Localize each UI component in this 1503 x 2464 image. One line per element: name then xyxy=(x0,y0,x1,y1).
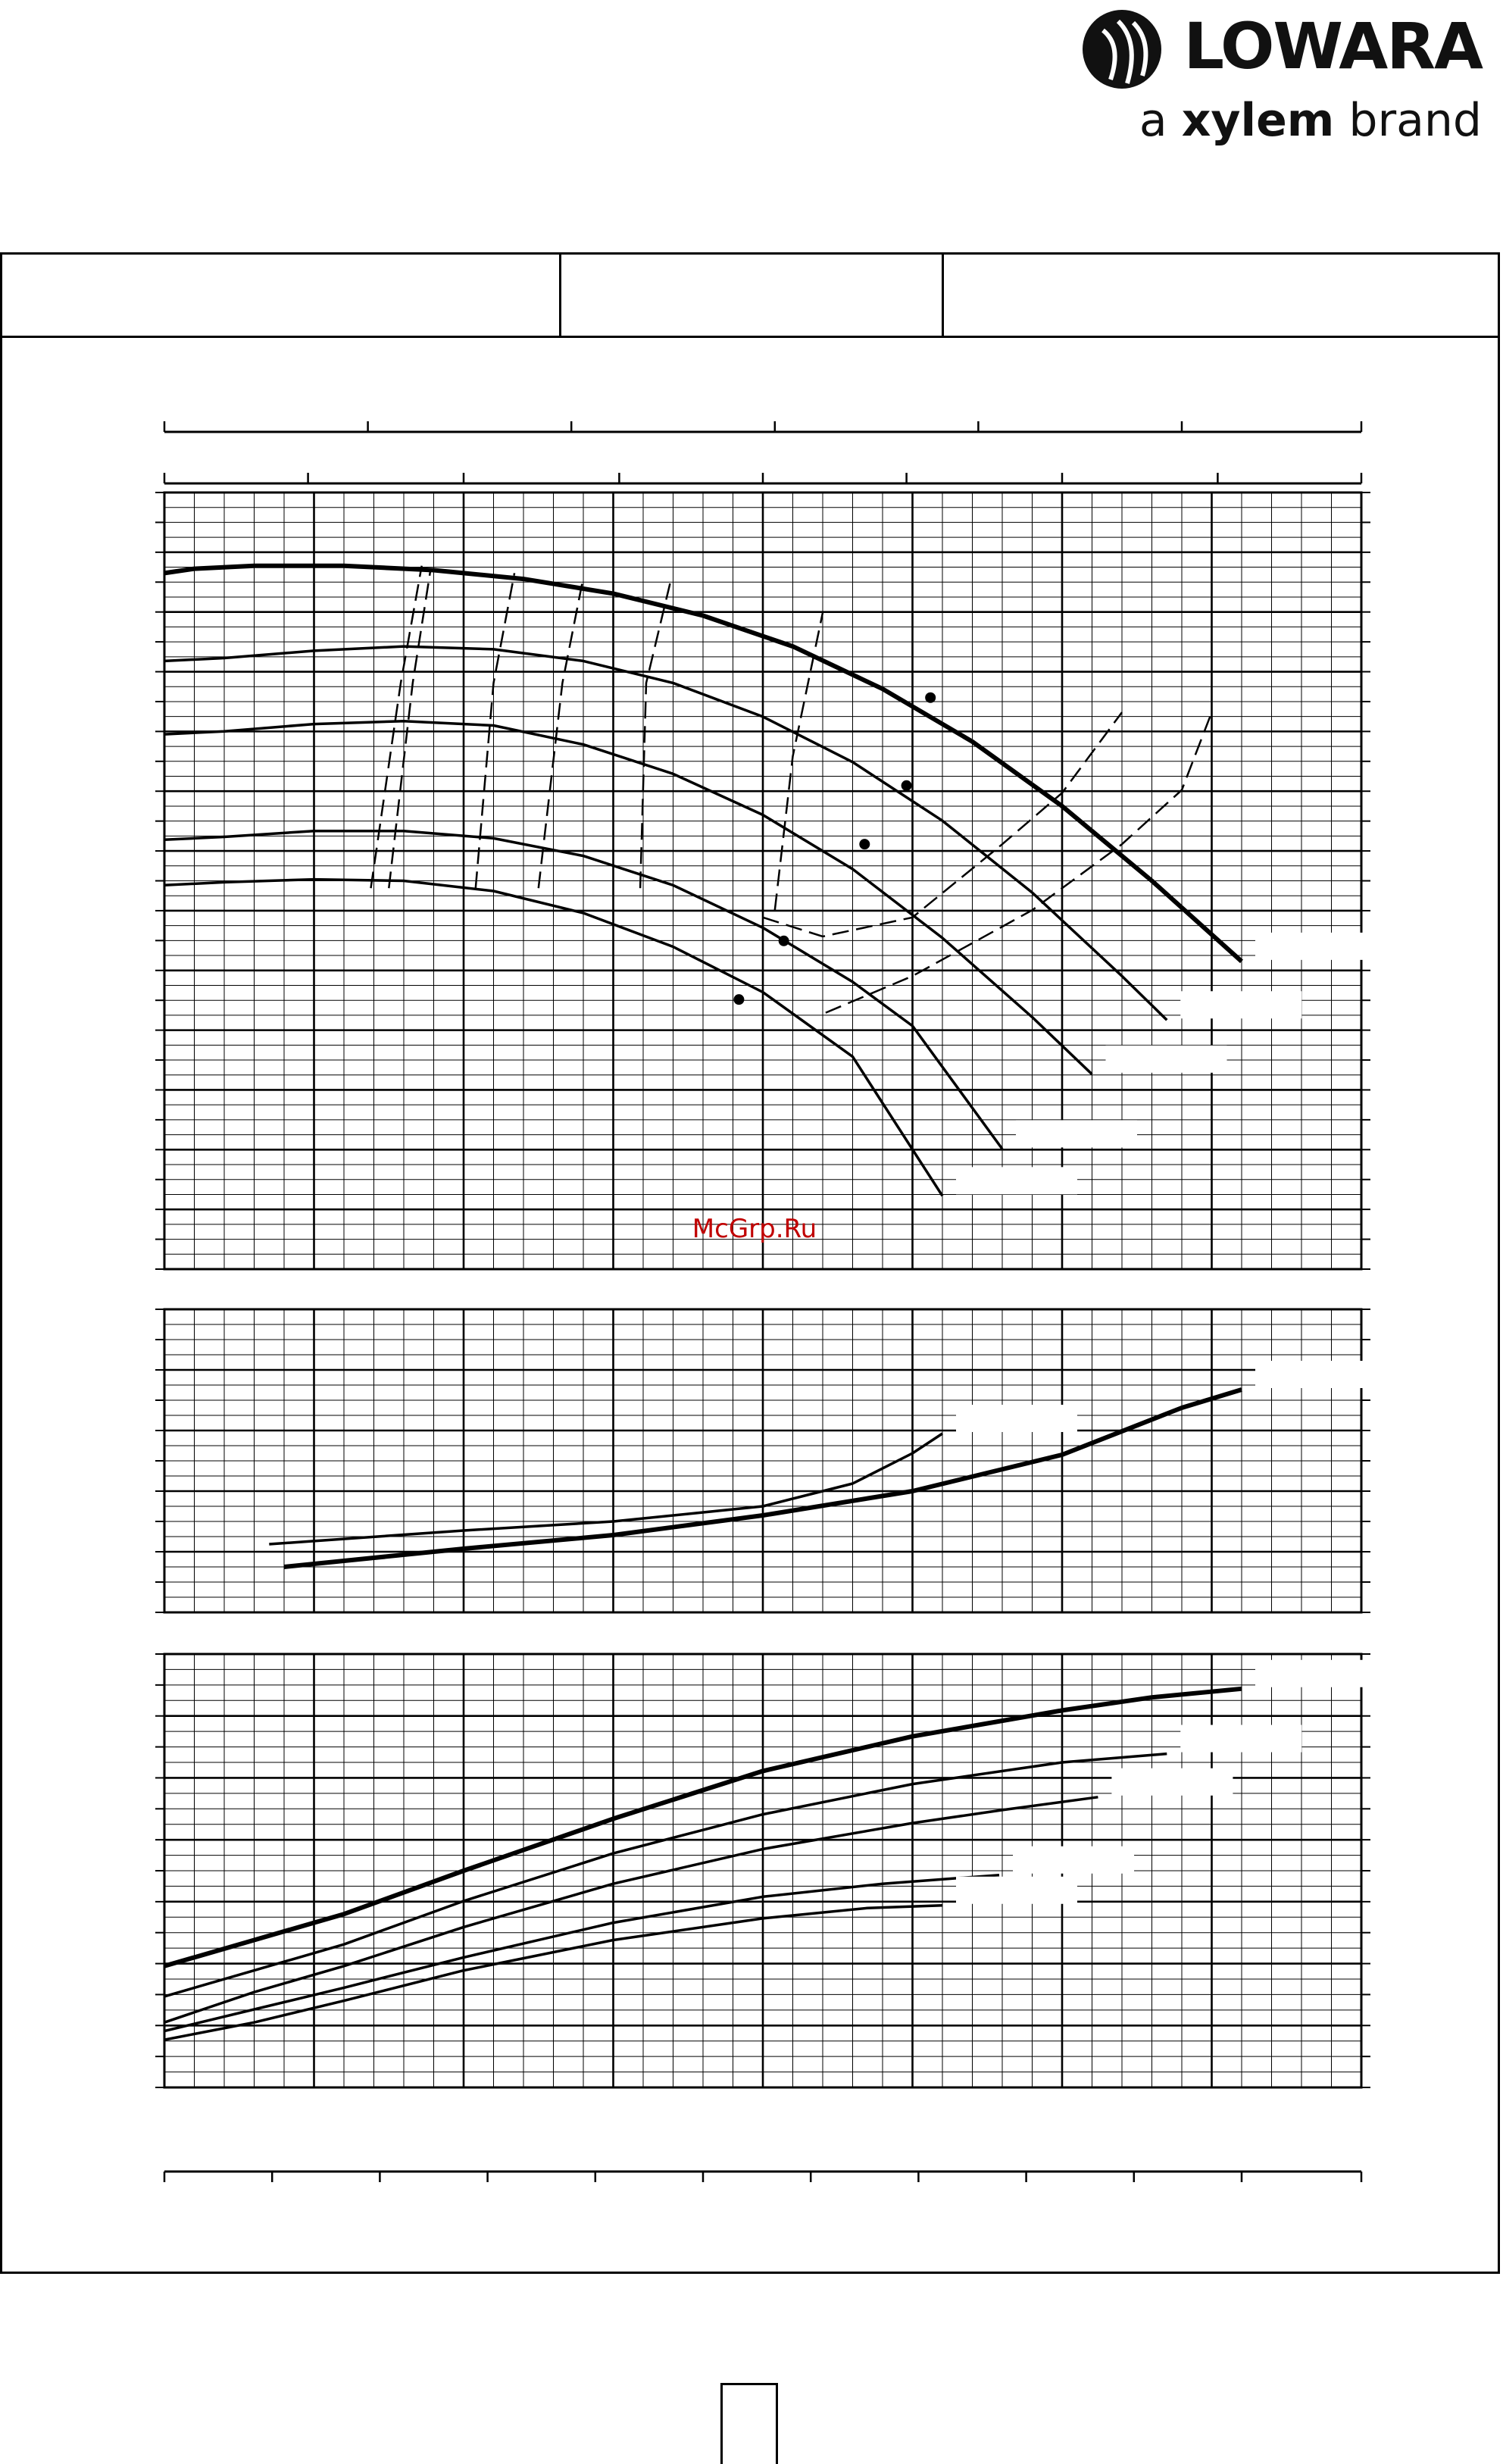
power-series-4 xyxy=(164,1875,999,2031)
power-grid xyxy=(155,1654,1370,2087)
power-label-box-4 xyxy=(1013,1846,1134,1874)
power-label-box-3 xyxy=(1111,1768,1233,1796)
npsh-grid xyxy=(155,1309,1370,1612)
npsh-series-1 xyxy=(269,1434,942,1544)
power-label-box-5 xyxy=(956,1877,1077,1904)
head-operating-point-3 xyxy=(859,839,870,849)
head-operating-point-2 xyxy=(901,780,912,791)
head-operating-point-4 xyxy=(779,936,789,946)
power-label-box-2 xyxy=(1180,1725,1301,1753)
brand-name: LOWARA xyxy=(1183,9,1482,83)
head-iso-line-2 xyxy=(389,569,430,889)
tagline-suffix: brand xyxy=(1348,94,1482,147)
head-label-box-2 xyxy=(1180,991,1301,1018)
power-series-3 xyxy=(164,1797,1098,2022)
head-iso-line-5 xyxy=(640,583,670,888)
npsh-label-box-1 xyxy=(956,1405,1077,1432)
tagline-prefix: a xyxy=(1139,94,1167,147)
head-efficiency-curve-2 xyxy=(826,712,1212,1013)
head-iso-line-1 xyxy=(371,566,422,888)
watermark-text: McGrp.Ru xyxy=(692,1214,817,1244)
head-label-box-5 xyxy=(956,1167,1077,1194)
head-label-box-1 xyxy=(1255,933,1376,960)
head-operating-point-5 xyxy=(733,994,744,1005)
power-label-box-1 xyxy=(1255,1660,1376,1687)
head-series-3 xyxy=(164,721,1092,1074)
top-scale-1 xyxy=(164,421,1361,432)
top-scale-2 xyxy=(164,473,1361,483)
tagline-bold: xylem xyxy=(1181,94,1335,147)
head-label-box-4 xyxy=(1016,1120,1137,1147)
bottom-scale xyxy=(164,2172,1361,2182)
page-number-box xyxy=(720,2383,778,2464)
head-label-box-3 xyxy=(1106,1046,1227,1073)
head-operating-point-1 xyxy=(925,693,936,703)
npsh-label-box-2 xyxy=(1255,1361,1376,1388)
head-iso-line-4 xyxy=(539,577,583,888)
